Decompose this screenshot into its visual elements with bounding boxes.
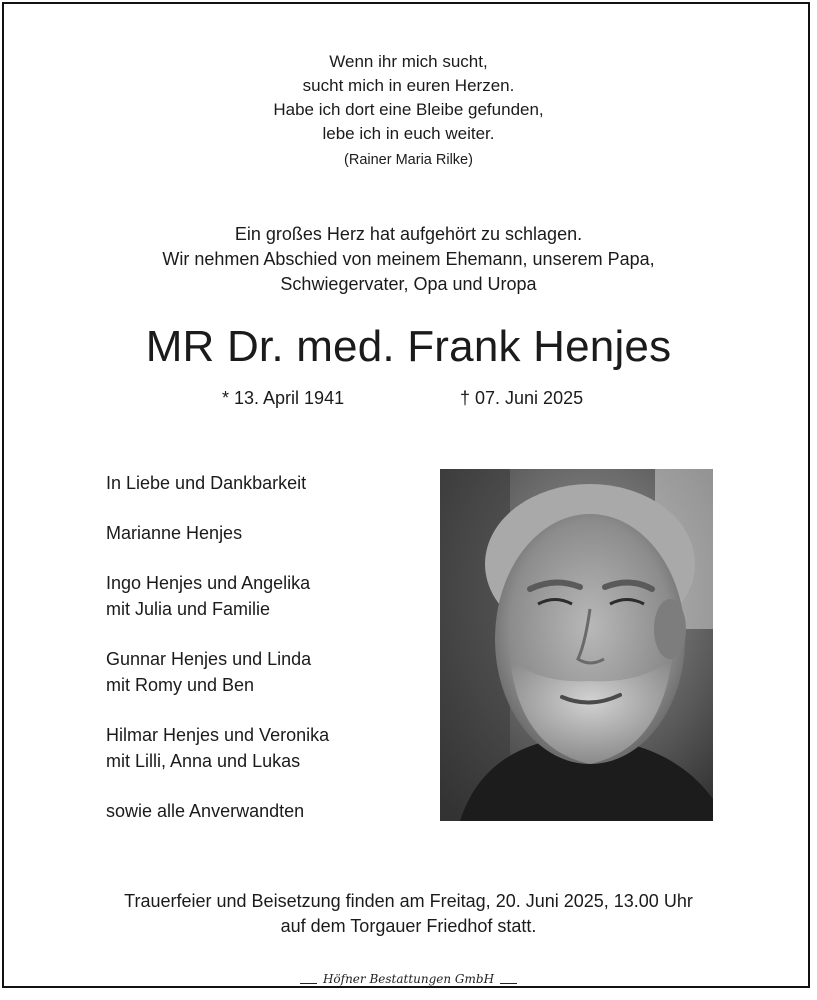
deceased-name: MR Dr. med. Frank Henjes bbox=[145, 322, 672, 371]
birth-date: * 13. April 1941 bbox=[222, 388, 345, 408]
poem-line: lebe ich in euch weiter. bbox=[322, 124, 495, 143]
funeral-line: auf dem Torgauer Friedhof statt. bbox=[280, 916, 537, 936]
family-line: mit Romy und Ben bbox=[106, 675, 255, 695]
poem bbox=[0, 50, 817, 146]
poem-author: (Rainer Maria Rilke) bbox=[344, 152, 473, 168]
family-group bbox=[106, 798, 329, 824]
family-line: Ingo Henjes und Angelika bbox=[106, 573, 311, 593]
family-line: mit Julia und Familie bbox=[106, 599, 271, 619]
undertaker-name: Höfner Bestattungen GmbH bbox=[317, 972, 500, 986]
poem-line: Habe ich dort eine Bleibe gefunden, bbox=[273, 100, 544, 119]
family-line: Hilmar Henjes und Veronika bbox=[106, 725, 330, 745]
intro-line: Ein großes Herz hat aufgehört zu schlagen. bbox=[234, 224, 583, 244]
family-line: Marianne Henjes bbox=[106, 523, 243, 543]
family-group bbox=[106, 520, 329, 546]
undertaker-credit bbox=[0, 972, 817, 986]
family-group bbox=[106, 470, 329, 496]
family-line: In Liebe und Dankbarkeit bbox=[106, 473, 307, 493]
portrait-photo bbox=[440, 469, 713, 821]
portrait-illustration bbox=[440, 469, 713, 821]
family-line: sowie alle Anverwandten bbox=[106, 801, 305, 821]
family-group bbox=[106, 722, 329, 774]
intro-text bbox=[0, 222, 817, 297]
family-line: mit Lilli, Anna und Lukas bbox=[106, 751, 301, 771]
poem-line: Wenn ihr mich sucht, bbox=[329, 52, 488, 71]
family-line: Gunnar Henjes und Linda bbox=[106, 649, 312, 669]
funeral-notice bbox=[0, 889, 817, 939]
poem-line: sucht mich in euren Herzen. bbox=[302, 76, 515, 95]
funeral-line: Trauerfeier und Beisetzung finden am Freitag, 20. Juni 2025, 13.00 Uhr bbox=[124, 891, 693, 911]
intro-line: Schwiegervater, Opa und Uropa bbox=[280, 274, 537, 294]
intro-line: Wir nehmen Abschied von meinem Ehemann, unserem Papa, bbox=[162, 249, 655, 269]
family-list bbox=[106, 470, 329, 848]
family-group bbox=[106, 570, 329, 622]
death-date: † 07. Juni 2025 bbox=[460, 388, 584, 408]
family-group bbox=[106, 646, 329, 698]
